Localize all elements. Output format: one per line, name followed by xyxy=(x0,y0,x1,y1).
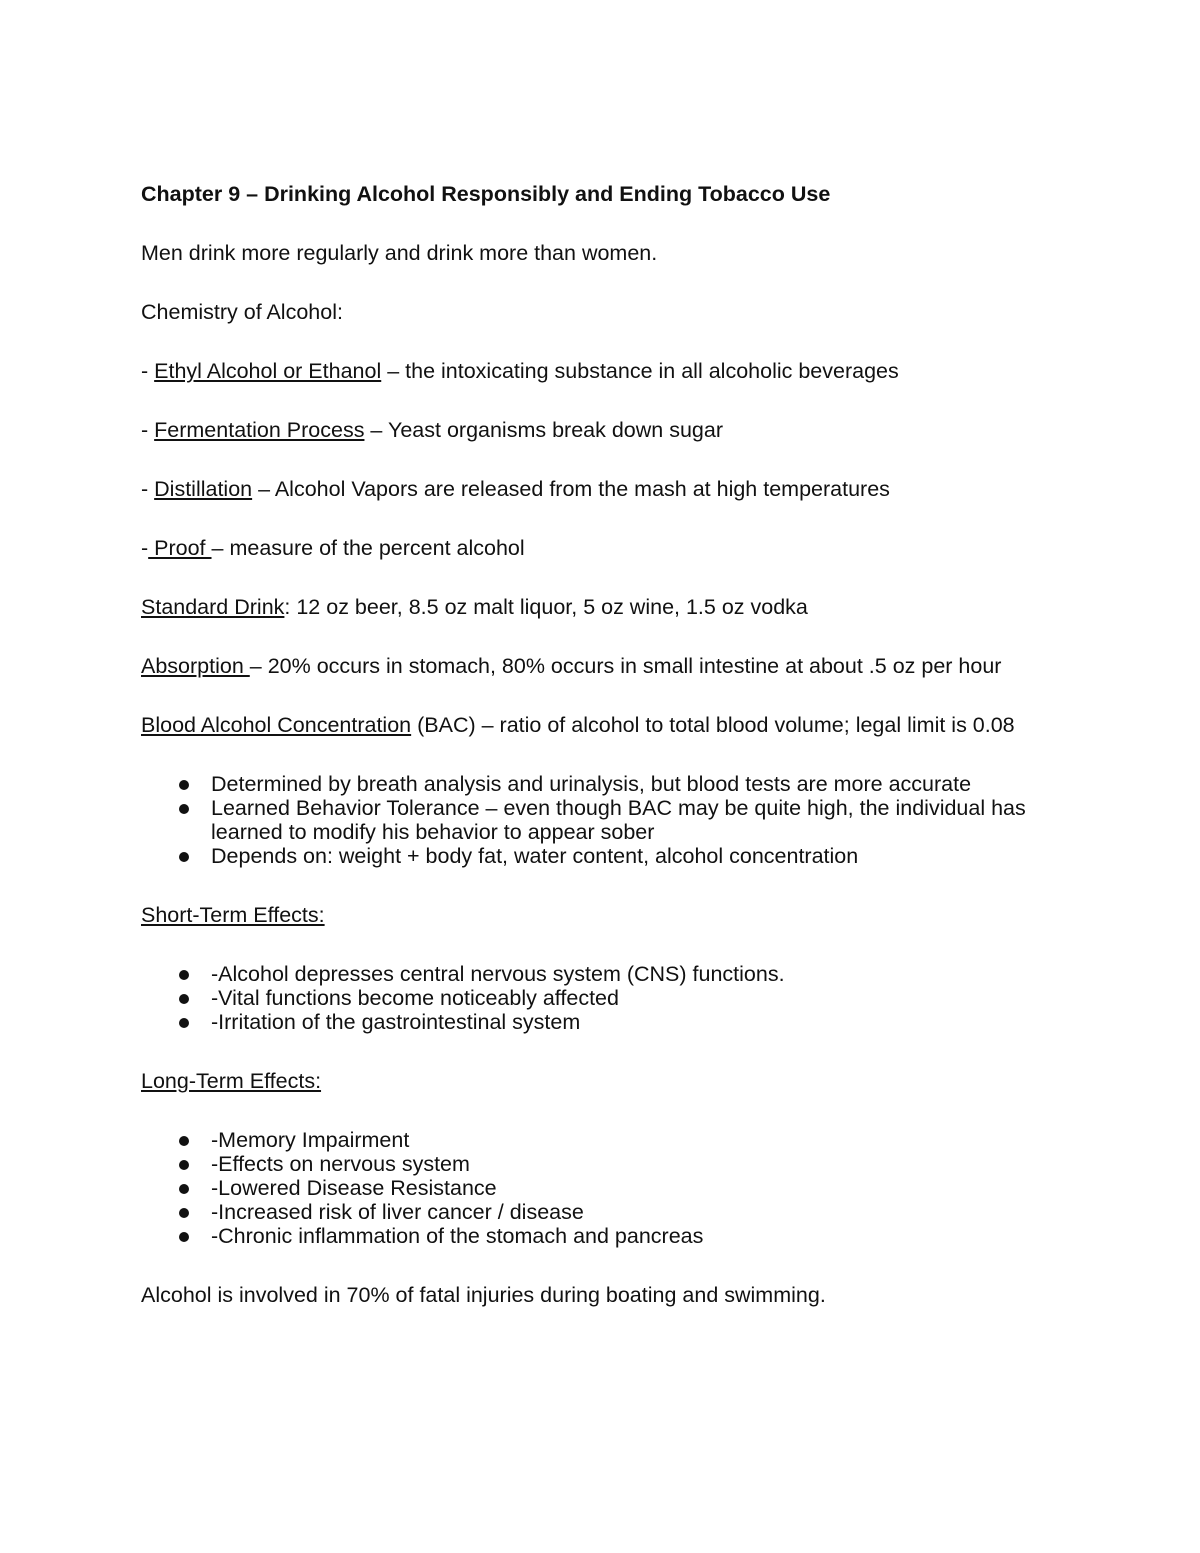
short-term-heading: Short-Term Effects: xyxy=(141,903,325,927)
bullet-icon xyxy=(179,1018,189,1028)
bullet-icon xyxy=(179,1208,189,1218)
term-label: Proof xyxy=(148,536,212,560)
bullet-icon xyxy=(179,852,189,862)
term-distillation: - Distillation – Alcohol Vapors are released from the mash at high temperatures xyxy=(141,477,890,501)
bullet-icon xyxy=(179,780,189,790)
long-term-list xyxy=(141,1128,1061,1248)
list-item: Depends on: weight + body fat, water content, alcohol concentration xyxy=(141,844,1061,868)
bullet-icon xyxy=(179,1160,189,1170)
list-item: -Memory Impairment xyxy=(141,1128,1061,1152)
bullet-icon xyxy=(179,994,189,1004)
short-term-list xyxy=(141,962,1061,1034)
term-label: Ethyl Alcohol or Ethanol xyxy=(154,359,382,383)
bac-definition: Blood Alcohol Concentration (BAC) – ratio of alcohol to total blood volume; legal limit is 0.08 xyxy=(141,713,1015,737)
list-item: -Increased risk of liver cancer / disease xyxy=(141,1200,1061,1224)
bullet-icon xyxy=(179,1136,189,1146)
list-item: -Irritation of the gastrointestinal system xyxy=(141,1010,1061,1034)
term-label: Fermentation Process xyxy=(154,418,365,442)
list-item: Learned Behavior Tolerance – even though BAC may be quite high, the individual has learned to modify his behavior to appear sober xyxy=(141,796,1061,844)
bullet-icon xyxy=(179,804,189,814)
list-item: Determined by breath analysis and urinalysis, but blood tests are more accurate xyxy=(141,772,1061,796)
list-item: -Chronic inflammation of the stomach and pancreas xyxy=(141,1224,1061,1248)
term-ethanol: - Ethyl Alcohol or Ethanol – the intoxicating substance in all alcoholic beverages xyxy=(141,359,899,383)
long-term-heading: Long-Term Effects: xyxy=(141,1069,322,1093)
intro-text: Men drink more regularly and drink more than women. xyxy=(141,241,658,265)
document-page xyxy=(141,182,1061,1342)
bullet-icon xyxy=(179,1184,189,1194)
list-item: -Effects on nervous system xyxy=(141,1152,1061,1176)
bullet-icon xyxy=(179,1232,189,1242)
term-label: Distillation xyxy=(154,477,253,501)
absorption: Absorption – 20% occurs in stomach, 80% occurs in small intestine at about .5 oz per hour xyxy=(141,654,1002,678)
standard-drink: Standard Drink: 12 oz beer, 8.5 oz malt liquor, 5 oz wine, 1.5 oz vodka xyxy=(141,595,808,619)
chemistry-heading: Chemistry of Alcohol: xyxy=(141,300,343,324)
list-item: -Alcohol depresses central nervous system (CNS) functions. xyxy=(141,962,1061,986)
list-item: -Lowered Disease Resistance xyxy=(141,1176,1061,1200)
term-label: Blood Alcohol Concentration xyxy=(141,713,412,737)
term-label: Standard Drink xyxy=(141,595,285,619)
list-item: -Vital functions become noticeably affected xyxy=(141,986,1061,1010)
document-title: Chapter 9 – Drinking Alcohol Responsibly and Ending Tobacco Use xyxy=(141,182,831,206)
bac-bullet-list xyxy=(141,772,1061,868)
term-fermentation: - Fermentation Process – Yeast organisms break down sugar xyxy=(141,418,724,442)
bullet-icon xyxy=(179,970,189,980)
term-label: Absorption xyxy=(141,654,250,678)
closing-text: Alcohol is involved in 70% of fatal injuries during boating and swimming. xyxy=(141,1283,826,1307)
term-proof: - Proof – measure of the percent alcohol xyxy=(141,536,525,560)
